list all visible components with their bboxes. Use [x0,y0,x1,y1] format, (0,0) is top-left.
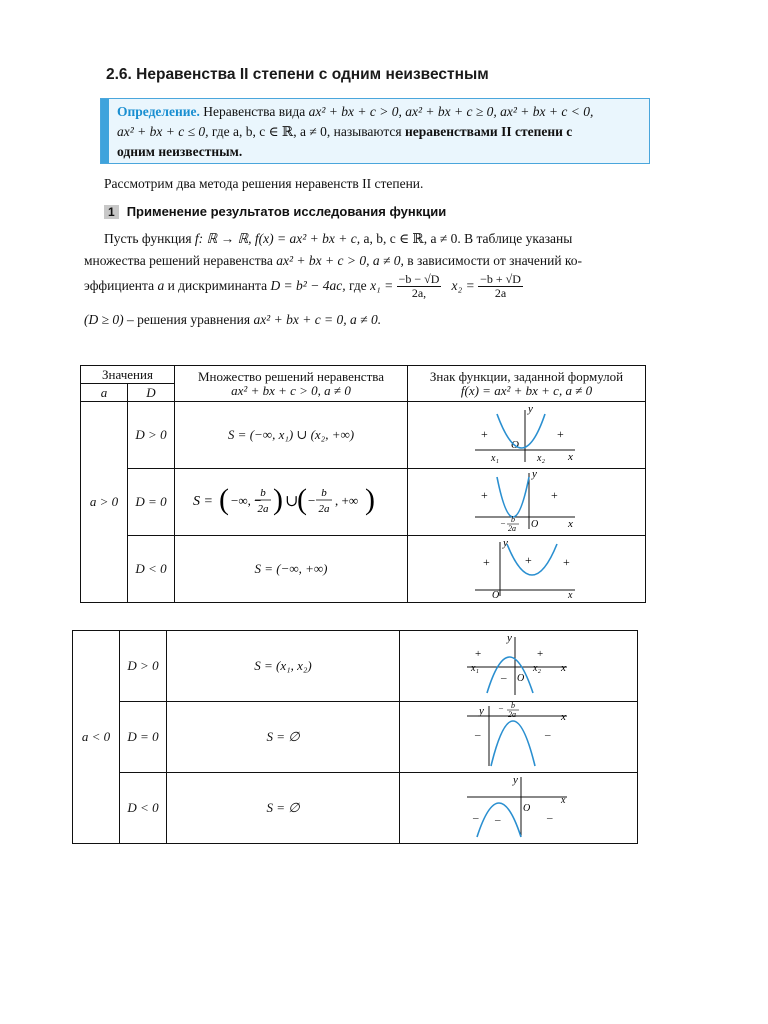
header-solution-set: Множество решений неравенства ax² + bx + c > 0, a ≠ 0 [175,366,408,402]
a-negative-cell: a < 0 [73,631,120,844]
solution-set-cell: S = ∅ [167,702,400,773]
svg-text:+: + [556,427,564,441]
inequality-formula: ax² + bx + c > 0, a ≠ 0, [276,253,404,268]
definition-bar [101,99,109,163]
svg-text:y: y [512,774,518,786]
form-gt: ax² + bx + c > 0, [308,104,402,119]
svg-text:): ) [365,483,375,516]
graph-cell [408,536,646,603]
definition-line-1 [117,104,593,120]
x1-label: x₁ = [370,278,394,293]
svg-text:y: y [527,403,533,415]
svg-text:S =: S = [193,494,213,509]
a-positive-cell: a > 0 [81,402,128,603]
para-line-3: эффициента a и дискриминанта D = b² − 4ac, где x₁ = $\frac{-b - √D}{2a,}$ x₂ = $\frac{-b + √D}{2a}$ [84,272,521,301]
definition-condition: где a, b, c ∈ ℝ, a ≠ 0, называются [211,124,402,139]
d-cell: D < 0 [128,536,175,603]
svg-text:+: + [474,648,481,660]
parabola-up-two-roots-graph [467,402,587,464]
svg-text:x: x [567,590,572,598]
svg-text:O: O [491,590,499,598]
d-cell: D = 0 [120,702,167,773]
definition-text: Неравенства вида [203,104,306,119]
svg-text:x: x [560,711,566,723]
svg-text:, +∞: , +∞ [335,493,359,508]
svg-text:x: x [560,795,565,806]
header-values: Значения [81,366,175,384]
parabola-down-one-root-graph [459,702,579,768]
svg-text:−: − [308,493,316,508]
svg-text:(: ( [297,483,307,516]
parabola-up-one-root-graph [467,469,587,531]
svg-text:O: O [530,519,538,530]
svg-text:(: ( [219,483,229,516]
definition-term: неравенствами II степени с [404,124,573,139]
subsection-text: Применение результатов исследования функции [126,204,447,219]
svg-text:–: – [500,518,505,527]
parabola-up-no-roots-graph [467,536,587,598]
para-line-2: множества решений неравенства ax² + bx + c > 0, a ≠ 0, в зависимости от значений ко- [84,253,583,268]
graph-cell [408,469,646,536]
discriminant-formula: D = b² − 4ac, [270,278,346,293]
svg-text:b: b [260,487,266,499]
para-line-1: Пусть функция f: ℝ → ℝ, f(x) = ax² + bx + c, a, b, c ∈ ℝ, a ≠ 0. В таблице указаны [104,231,573,246]
graph-cell [400,702,638,773]
svg-text:+: + [550,488,558,502]
d-cell: D < 0 [120,773,167,844]
svg-text:O: O [522,803,530,814]
svg-text:b: b [510,702,515,710]
svg-text:y: y [478,705,484,717]
definition-line-2 [117,124,572,140]
svg-text:y: y [502,537,508,549]
svg-text:–: – [494,814,500,826]
svg-text:2a: 2a [507,710,516,719]
table-a-positive [80,365,646,603]
svg-text:–: – [474,729,480,741]
svg-text:–: – [472,812,478,824]
x1-fraction: $\frac{-b - √D}{2a,}$ [398,272,440,301]
form-lt: ax² + bx + c < 0, [500,104,594,119]
solution-set-cell: S = ∅ [167,773,400,844]
svg-text:+: + [480,427,488,441]
svg-text:O: O [516,673,524,684]
x2-fraction: $\frac{-b + √D}{2a}$ [480,272,521,301]
svg-text:–: – [544,729,550,741]
svg-text:–: – [546,812,552,824]
svg-text:b: b [510,515,515,524]
intro-text: Рассмотрим два метода решения неравенств II степени. [104,176,424,191]
solution-set-formula [191,480,391,520]
parabola-down-no-roots-graph [459,773,579,839]
svg-text:∪: ∪ [285,493,299,510]
svg-text:x₁: x₁ [490,453,499,464]
svg-text:2a: 2a [318,503,330,515]
svg-text:2a: 2a [257,503,269,515]
definition-line-3 [117,144,242,160]
definition-term-end: одним неизвестным. [117,144,243,159]
svg-text:+: + [482,555,490,569]
svg-text:O: O [510,439,519,451]
svg-text:x₂: x₂ [536,453,545,464]
svg-text:x: x [560,662,566,674]
svg-text:y: y [531,469,537,480]
graph-cell [400,631,638,702]
subsection-number: 1 [104,205,119,219]
svg-text:+: + [524,553,532,567]
definition-box [100,98,650,164]
graph-cell [408,402,646,469]
d-cell: D > 0 [128,402,175,469]
svg-text:y: y [506,632,512,644]
form-le: ax² + bx + c ≤ 0, [117,124,209,139]
svg-text:+: + [480,488,488,502]
form-ge: ax² + bx + c ≥ 0, [405,104,497,119]
d-cell: D > 0 [120,631,167,702]
svg-text:–: – [500,672,506,684]
svg-text:x: x [567,451,573,463]
svg-text:2a: 2a [507,524,516,531]
d-cell: D = 0 [128,469,175,536]
svg-text:+: + [562,555,570,569]
equation: ax² + bx + c = 0, a ≠ 0. [253,312,382,327]
graph-cell [400,773,638,844]
x2-label: x₂ = [451,278,475,293]
svg-text:–: – [498,703,503,712]
svg-text:x₂: x₂ [532,663,541,674]
solution-set-cell: S = (−∞, x₁) ∪ (x₂, +∞) [175,402,408,469]
function-definition: f: ℝ → ℝ, f(x) = ax² + bx + c, [194,231,361,246]
para-line-4: (D ≥ 0) – решения уравнения ax² + bx + c = 0, a ≠ 0. [84,312,382,327]
subsection-title [104,204,446,219]
table-a-negative [72,630,638,844]
header-function-sign: Знак функции, заданной формулой f(x) = ax² + bx + c, a ≠ 0 [408,366,646,402]
svg-text:b: b [321,487,327,499]
svg-text:x: x [567,518,573,530]
section-heading: 2.6. Неравенства II степени с одним неизвестным [106,66,489,83]
header-a: a [81,384,128,402]
parabola-down-two-roots-graph [459,631,579,697]
svg-text:−∞, −: −∞, − [231,493,262,508]
definition-label: Определение. [117,104,200,119]
solution-set-cell: S = (−∞, +∞) [175,536,408,603]
svg-text:): ) [273,483,283,516]
svg-text:+: + [536,648,543,660]
svg-text:x₁: x₁ [470,663,479,674]
solution-set-cell [175,469,408,536]
header-d: D [128,384,175,402]
solution-set-cell: S = (x₁, x₂) [167,631,400,702]
